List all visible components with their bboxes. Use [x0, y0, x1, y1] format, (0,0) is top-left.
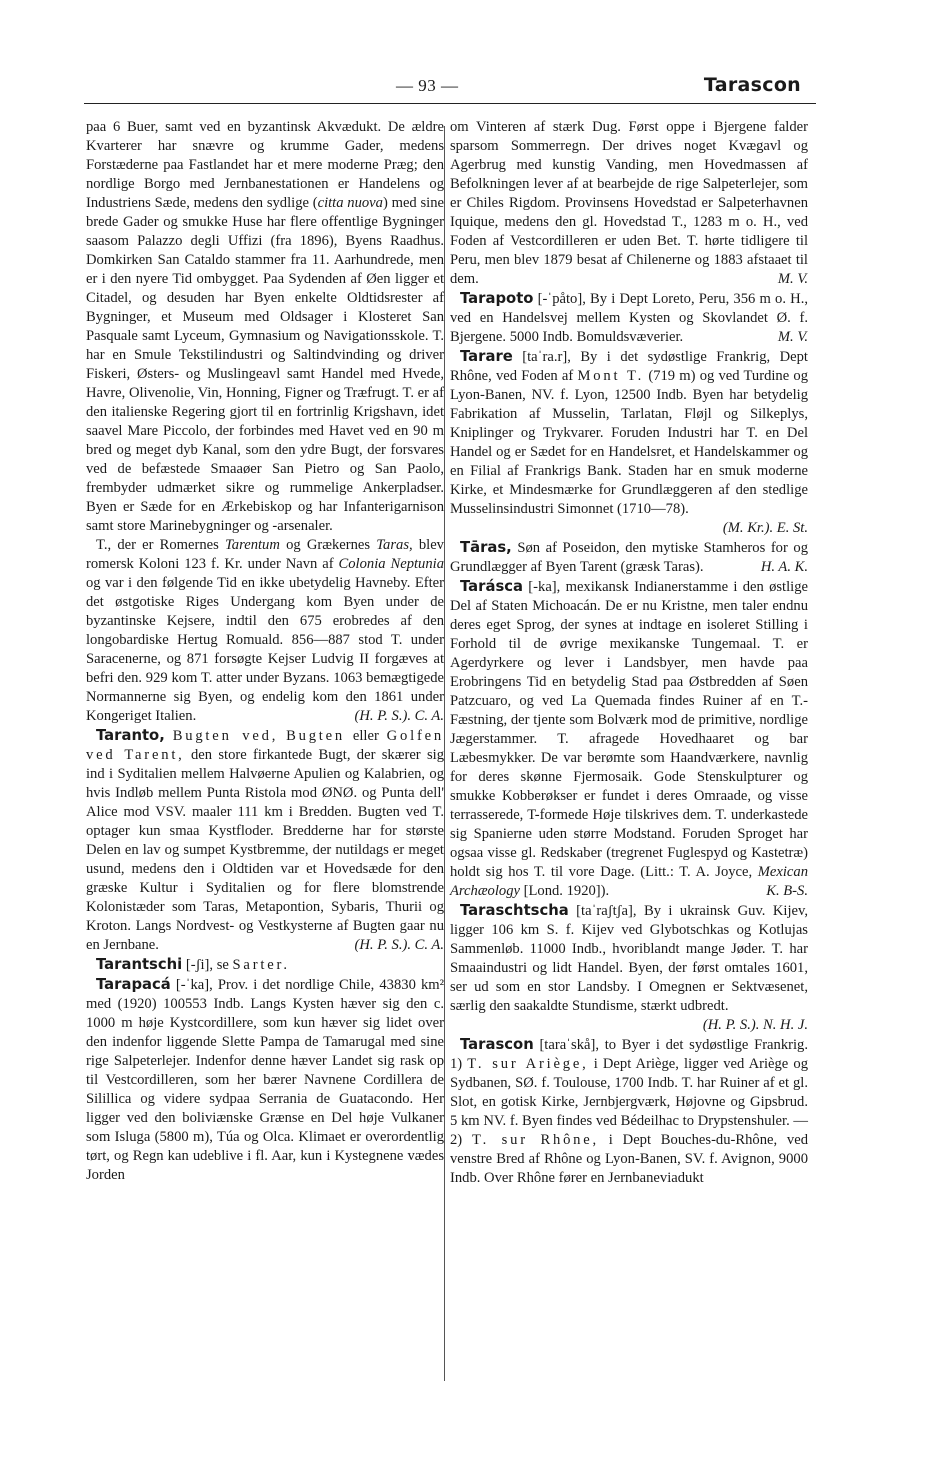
entry-tarantschi	[86, 955, 444, 975]
italic-run: Taras,	[376, 537, 413, 553]
page-header	[88, 74, 813, 102]
spaced-run: Golfen ved Tarent,	[86, 728, 444, 763]
text-run: [-ka], mexikansk Indianerstamme i den østlige Del af Staten Michoacán. De er nu Kristne, men taler endnu deres eget Sprog, der synes at indtage en isoleret Stilling i Forhold til de øvrige mexikanske Tungemaal. T. er Agerdyrkere og lever i Landsbyer, men havde paa Erobringens Tid en betydelig Stad paa Østbredden af Søen Patzcuaro, og ved La Quemada findes Ruiner af en T.-Fæstning, der tjente som Bolværk mod de primitive, nordlige Jægerstammer. T. afragede Hovedhaaret og bar Læbesmykker. De var berømte som Haandværkere, navnlig for deres skønne Fjermosaik. Gode Stenskulpturer og smukke Kobberøkser er fundet i deres Omraade, og visse terrasserede, T-formede Høje tilskrives dem. T. underkastede sig Spanierne uden større Modstand. Foruden Sproget har ogsaa visse gl. Redskaber (tregrenet Fuglespyd og Kastetræ) holdt sig hos T. til vore Dage. (Litt.: T. A. Joyce,	[450, 579, 808, 880]
entry-taranto-gulf	[86, 726, 444, 955]
column-divider	[444, 126, 445, 1381]
text-run: blev romersk Koloni 123 f. Kr. under Navn af	[86, 537, 444, 572]
text-run: Søn af Poseidon, den mytiske Stamheros for og Grundlægger af Byen Tarent (græsk Taras).	[450, 540, 808, 575]
right-column	[450, 118, 808, 1188]
italic-run: citta nuova	[317, 195, 383, 211]
signature: (H. P. S.). C. A.	[354, 708, 444, 724]
left-column	[86, 118, 444, 1185]
running-head: Tarascon	[703, 74, 801, 96]
text-run: [taˈraʃtʃa], By i ukrainsk Guv. Kijev, ligger 106 km S. f. Kijev ved Glybotschkas og Kotlujas Sammenløb. 11000 Indb., hvoriblandt mange Jøder. T. har Smaaindustri og lidt Handel. Byen, der først omtales 1601, ser ud som en stor Landsby. I Omegnen er Sektvæsenet, særlig den saakaldte Stundisme, stærkt udbredt.	[450, 903, 808, 1014]
italic-run: Mexican Archæology	[450, 864, 808, 899]
text-run: den store firkantede Bugt, der skærer sig ind i Syditalien mellem Halvøerne Apulien og Kalabrien, og hvis Indløb mellem Punta Ristola mod ØNØ. og Punta dell' Alice mod VSV. maaler 111 km i Bredden. Bugten ved T. optager kun smaa Kystfloder. Bredderne har for største Delen en lav og sumpet Kystbremme, der nutildags er meget usund, medens den i Oldtiden var et Hovedsæde for den græske Kultur i Syditalien og for flere blomstrende Kolonistæder som Taras, Metapontion, Sybaris, Thurii og Kroton. Langs Nordvest- og Vestkysterne af Bugten gaar nu en Jernbane.	[86, 747, 444, 953]
spaced-run: Bugten	[286, 728, 346, 744]
headword: Tarare	[460, 348, 513, 365]
entry-taraschtscha	[450, 901, 808, 1035]
text-run: (719 m) og ved Turdine og Lyon-Banen, NV. f. Lyon, 12500 Indb. Byen har betydelig Fabrikation af Musselin, Tarlatan, Fløjl og Silkeplys, Kniplinger og Trykvarer. Foruden Industri har T. en Del Handel og er Sædet for en Handelsret, et Handelskammer og en Filial af Frankrigs Bank. Staden har en smuk moderne Kirke, et Mindesmærke for Grundlæggeren af den stedlige Musselinsindustri Simonnet (1710—78).	[450, 368, 808, 517]
cross-reference: Sarter.	[232, 957, 290, 973]
signature: (M. Kr.). E. St.	[722, 520, 808, 536]
text-run: [-ˈka], Prov. i det nordlige Chile, 43830 km² med (1920) 100553 Indb. Langs Kysten hæver sig den c. 1000 m høje Kystcordillere, som kun hæver sig lidet over den indenfor liggende Slette Pampa de Tamarugal med sine rige Salpeterlejer. Indenfor denne hæver Landet sig rask op til Vestcordilleren, som her bærer Navnene Cordillera de Silillica og videre sydpaa Serrania de Guatacondo. Her ligger ved den boliviænske Grænse en Del høje Vulkaner som Isluga (5800 m), Túa og Olca. Klimaet er overordentlig tørt, og Regn kan udeblive i fl. Aar, kun i Kystegnene vædes Jorden	[86, 977, 444, 1183]
text-run: [-ʃi], se	[182, 957, 233, 973]
headword: Tarásca	[460, 578, 524, 595]
spaced-run: Mont T.	[577, 368, 645, 384]
headword: Tarapoto	[460, 290, 534, 307]
italic-run: Colonia Neptunia	[338, 556, 444, 572]
entry-tarascon	[450, 1035, 808, 1188]
entry-taranto-history	[86, 536, 444, 726]
text-run: i Dept Ariège, ligger ved Ariège og Sydbanen, SØ. f. Toulouse, 1700 Indb. T. har Ruiner af et gl. Slot, en gotisk Kirke, Jernbjergværk, Højovne og Gipsbrud. 5 km NV. f. Byen findes ved Bédeilhac to Drypstenshuler. — 2)	[450, 1056, 808, 1148]
text-run: i Dept Bouches-du-Rhône, ved venstre Bred af Rhône og Lyon-Banen, SV. f. Avignon, 9000 Indb. Over Rhône fører en Jernbaneviadukt	[450, 1132, 808, 1186]
spaced-run: T. sur Ariège,	[467, 1056, 589, 1072]
entry-tarapoto	[450, 289, 808, 347]
signature: K. B-S.	[766, 883, 808, 899]
spaced-run: Bugten ved,	[172, 728, 279, 744]
text-run: ) med sine brede Gader og smukke Huse har flere offentlige Bygninger saasom Palazzo degli Uffizi (fra 1896), Byens Raadhus. Domkirken San Cataldo stammer fra 11. Aarhundrede, men er i den nyere Tid ombygget. Paa Sydenden af Øen ligger et Citadel, og desuden har Byen enkelte Oldtidsrester af Bygninger, et Museum med Oldsager i Klosteret San Pasquale samt Lyceum, Gymnasium og Navigationsskole. T. har en Smule Tekstilindustri og Saltindvinding og driver Fiskeri, Østers- og Muslingeavl samt Handel med Hvede, Havre, Olivenolie, Vin, Honning, Figner og Træfrugt. T. er af den italienske Regering gjort til en fortrinlig Krigshavn, idet saavel Mare Piccolo, der forbindes med Havet ved en 90 m bred og meget dyb Kanal, som den ydre Bugt, der forsvares ved de befæstede Smaaøer San Pietro og San Paolo, frembyder udmærket sikre og rummelige Ankerpladser. Byen er Sæde for en Ærkebiskop og har Infanterigarnison samt store Marinebygninger og -arsenaler.	[86, 195, 444, 534]
text-run: [Lond. 1920]).	[519, 883, 610, 899]
text-run: og var i den følgende Tid en ikke ubetydelig Havneby. Efter det østgotiske Riges Undergang kom Byen under de byzantinske Kejsere, indtil den 675 erobredes af den longobardiske Hertug Romuald. 856—887 stod T. under Saracenerne, og 871 forsøgte Kejser Ludvig II forgæves at befri den. 929 kom T. atter under Byzans. 1063 bemægtigede Normannerne sig Byen, og endelig kom den 1861 under Kongeriget Italien.	[86, 575, 444, 724]
page-number: — 93 —	[396, 76, 459, 95]
italic-run: Tarentum	[225, 537, 280, 553]
text-run: om Vinteren af stærk Dug. Først oppe i Bjergene falder sparsom Sommerregn. Der drives noget Kvægavl og Agerbrug med kunstig Vanding, men Hovedmassen af Befolkningen lever af at bearbejde de rige Salpeterlejer, som er Chiles Rigdom. Provinsens Hovedstad er Salpeterhavnen Iquique, medens den gl. Hovedstad T., 1283 m o. H., ved Foden af Vestcordilleren er uden Bet. T. hørte tidligere til Peru, men blev 1879 besat af Chilenerne og 1883 afstaaet til dem.	[450, 119, 808, 287]
entry-tarare	[450, 347, 808, 519]
text-run: [taˈra.r], By i det sydøstlige Frankrig, Dept Rhône, ved Foden af	[450, 349, 808, 384]
headword: Tarascon	[460, 1036, 534, 1053]
headword: Taraschtscha	[460, 902, 569, 919]
entry-taranto-city-continued	[86, 118, 444, 536]
headword: Tāras,	[460, 539, 512, 556]
signature: M. V.	[777, 271, 808, 287]
text-run: [taraˈskå], to Byer i det sydøstlige Frankrig. 1)	[450, 1037, 808, 1072]
signature: H. A. K.	[760, 559, 808, 575]
entry-tarapaca-continued	[450, 118, 808, 289]
header-rule	[84, 103, 816, 104]
text-run: paa 6 Buer, samt ved en byzantinsk Akvædukt. De ældre Kvarterer har snævre og krumme Gader, medens Forstæderne paa Fastlandet har et mere moderne Præg; den nordlige Borgo med Jernbanestationen er Handelens og Industriens Sæde, medens den sydlige (	[86, 119, 444, 211]
text-run: T., der er Romernes	[96, 537, 226, 553]
entry-tarasca	[450, 577, 808, 901]
text-run: [-ˈpåto], By i Dept Loreto, Peru, 356 m o. H., ved en Handelsvej mellem Kysten og Skovlandet Ø. f. Bjergene. 5000 Indb. Bomuldsvæverier.	[450, 291, 808, 345]
text-run: og Grækernes	[279, 537, 377, 553]
entry-tarapaca	[86, 975, 444, 1185]
headword: Tarantschi	[96, 956, 183, 973]
entry-taras	[450, 538, 808, 577]
text-run: eller	[352, 728, 379, 744]
signature: M. V.	[777, 329, 808, 345]
signature: (H. P. S.). C. A.	[354, 937, 444, 953]
signature: (H. P. S.). N. H. J.	[702, 1017, 808, 1033]
spaced-run: T. sur Rhône,	[471, 1132, 600, 1148]
headword: Taranto,	[96, 727, 165, 744]
headword: Tarapacá	[96, 976, 171, 993]
